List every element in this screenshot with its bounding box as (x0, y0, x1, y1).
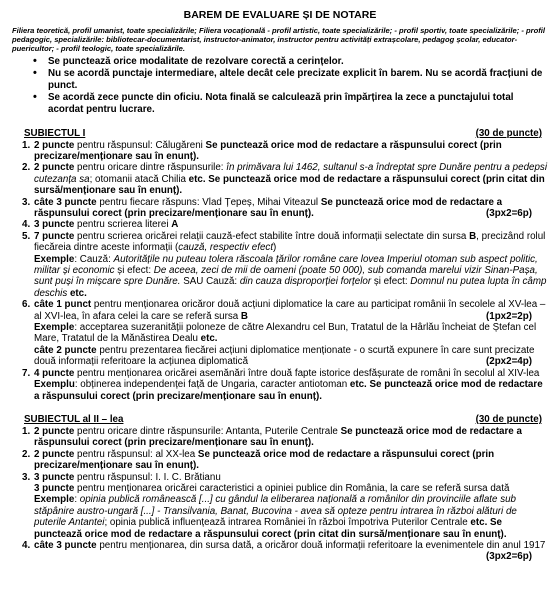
section-title: SUBIECTUL I (24, 127, 86, 139)
example-line: Exemple: Cauză: Autoritățile nu puteau tolera răscoala țărilor române care lovea Imperiul otoman sub aspect politic, militar și economic și efect: De aceea, zeci de mii de oameni (poate 50 000), sub comanda marelui vizir Sinan-Pașa, sunt puși în mișcare spre Dunăre. SAU Cauză: din cauza disproporției forțelor și efect: Domnul nu putea lupta în câmp deschis etc. (34, 253, 547, 299)
rules-list (10, 56, 550, 116)
points-label: (1px2=2p) (485, 310, 532, 322)
sub-criterion: câte 2 puncte pentru prezentarea fiecărei acțiuni diplomatice menționate - o scurtă expunere în care sunt precizate două informații referitoare la acțiunea diplomatică (2px2=4p) (34, 344, 535, 368)
item-number: 3. (22, 471, 31, 483)
points-label: (3px2=6p) (485, 208, 532, 220)
rule-item: • Se acordă zece puncte din oficiu. Nota finală se calculează prin împărțirea la zece a punctajului total acordat pentru lucrare. (48, 92, 550, 115)
list-item: 3. câte 3 puncte pentru fiecare răspuns: Vlad Țepeș, Mihai Viteazul Se punctează orice mod de redactare a răspunsului corect (prin precizare/menționare sau în enunț). (3px2=6p) (22, 196, 532, 220)
section-points: (30 de puncte) (475, 413, 542, 425)
s1-items (10, 140, 550, 402)
item-number: 3. (22, 196, 31, 208)
item-number: 5. (22, 230, 31, 242)
item-number: 2. (22, 448, 31, 460)
list-item: 2. 2 puncte pentru oricare dintre răspunsurile: în primăvara lui 1462, sultanul s-a îndreptat spre Dunăre pentru a pedepsi cutezanța sa; otomanii atacă Chilia etc. Se punctează orice mod de redactare a răspunsului corect (prin citat din sursă/menționare sau în enunț). (22, 162, 548, 197)
list-item: 1. 2 puncte pentru oricare dintre răspunsurile: Antanta, Puterile Centrale Se punctează orice mod de redactare a răspunsului corect (prin precizare/menționare sau în enunț). (22, 425, 522, 449)
example-line: Exemple: acceptarea suzeranității poloneze de către Alexandru cel Bun, Tratatul de la Hârlău încheiat de Ștefan cel Mare, Tratatul de la Mănăstirea Dealu etc. (34, 322, 537, 345)
list-item: 1. 2 puncte pentru răspunsul: Călugăreni Se punctează orice mod de redactare a răspunsului corect (prin precizare/menționare sau în enunț). (22, 139, 502, 162)
list-item: 7. 4 puncte pentru menționarea oricărei asemănări între două fapte istorice desfășurate de români în secolul al XIV-lea Exemplu: obținerea independenței față de Ungaria, caracter antiotoman etc. Se punctează orice mod de redactare a răspunsului corect (prin precizare/menționare sau în enunț). (22, 367, 543, 402)
list-item: 4. 3 puncte pentru scrierea literei A (22, 219, 179, 231)
document-page (10, 0, 550, 563)
item-number: 4. (22, 219, 31, 231)
points-label: (3px2=6p) (485, 551, 532, 563)
section-title: SUBIECTUL al II – lea (24, 413, 124, 425)
sub-criterion: 3 puncte pentru menționarea oricărei caracteristici a opiniei publice din România, la care se referă sursa dată Exemple: opinia publică românească [...] cu gândul la eliberarea națională a românilor din provinciile aflate sub stăpânire austro-ungară [...] - Transilvania, Banat, Bucovina - avea să opteze pentru intrarea în război alături de puterile Antantei; opinia publică influențează intrarea României în război împotriva Puterilor Centrale etc. Se punctează orice mod de redactare a răspunsului corect (prin citat din sursă/menționare sau în enunț). (34, 482, 517, 540)
section-header-s1 (10, 128, 550, 140)
list-item: 2. 2 puncte pentru răspunsul: al XX-lea Se punctează orice mod de redactare a răspunsului corect (prin precizare/menționare sau în enunț). (22, 448, 495, 472)
list-item: 5. 7 puncte pentru scrierea oricărei relații cauză-efect stabilite între două informații selectate din sursa B, precizând rolul fiecăreia dintre aceste informații (cauză, respectiv efect) Exemple: Cauză: Autoritățile nu puteau tolera răscoala țărilor române care lovea Imperiul otoman sub aspect politic, militar și economic și efect: De aceea, zeci de mii de oameni (poate 50 000), sub comanda marelui vizir Sinan-Pașa, sunt puși în mișcare spre Dunăre. SAU Cauză: din cauza disproporției forțelor și efect: Domnul nu putea lupta în câmp deschis etc. (10, 231, 550, 299)
filiera-note: Filiera teoretică, profil umanist, toate specializările; Filiera vocațională - profil artistic, toate specializările; - profil sportiv, toate specializările; - profil pedagogic, specializările: bibliotecar-documentarist, instructor-animator, instructor pentru activități extrașcolare, pedagog școlar, educator-puericultor; - profil teologic, toate specializările. (12, 26, 545, 54)
points-label: (2px2=4p) (485, 356, 532, 368)
s2-items (10, 425, 550, 563)
section-header-s2 (10, 414, 550, 426)
list-item: 3. 3 puncte pentru răspunsul: I. I. C. Brătianu 3 puncte pentru menționarea oricărei caracteristici a opiniei publice din România, la care se referă sursa dată Exemple: opinia publică românească [...] cu gândul la eliberarea națională a românilor din provinciile aflate sub stăpânire austro-ungară [...] - Transilvania, Banat, Bucovina - avea să opteze pentru intrarea în război alături de puterile Antantei; opinia publică influențează intrarea României în război împotriva Puterilor Centrale etc. Se punctează orice mod de redactare a răspunsului corect (prin citat din sursă/menționare sau în enunț). (10, 472, 550, 540)
document-title: BAREM DE EVALUARE ȘI DE NOTARE (183, 9, 377, 21)
item-number: 1. (22, 425, 31, 437)
item-number: 7. (22, 367, 31, 379)
rule-item: • Nu se acordă punctaje intermediare, altele decât cele precizate explicit în barem. Nu se acordă fracțiuni de punct. (48, 68, 550, 91)
rule-item: • Se punctează orice modalitate de rezolvare corectă a cerințelor. (48, 56, 550, 68)
list-item: 4. câte 3 puncte pentru menționarea, din sursa dată, a oricăror două informații referitoare la evenimentele din anul 1917 (3px2=6p) (22, 539, 546, 563)
list-item: 6. câte 1 punct pentru menționarea oricăror două acțiuni diplomatice la care au participat românii în secolele al XV-lea – al XVI-lea, în afara celei la care se referă sursa B (1px2=2p) Exemple: acceptarea suzeranității poloneze de către Alexandru cel Bun, Tratatul de la Hârlău încheiat de Ștefan cel Mare, Tratatul de la Mănăstirea Dealu etc. câte 2 puncte pentru prezentarea fiecărei acțiuni diplomatice menționate - o scurtă expunere în care sunt precizate două informații referitoare la acțiunea diplomatică (2px2=4p) (10, 299, 550, 367)
item-number: 4. (22, 539, 31, 551)
item-number: 6. (22, 299, 31, 311)
item-number: 2. (22, 162, 31, 174)
item-number: 1. (22, 139, 31, 151)
section-points: (30 de puncte) (475, 127, 542, 139)
